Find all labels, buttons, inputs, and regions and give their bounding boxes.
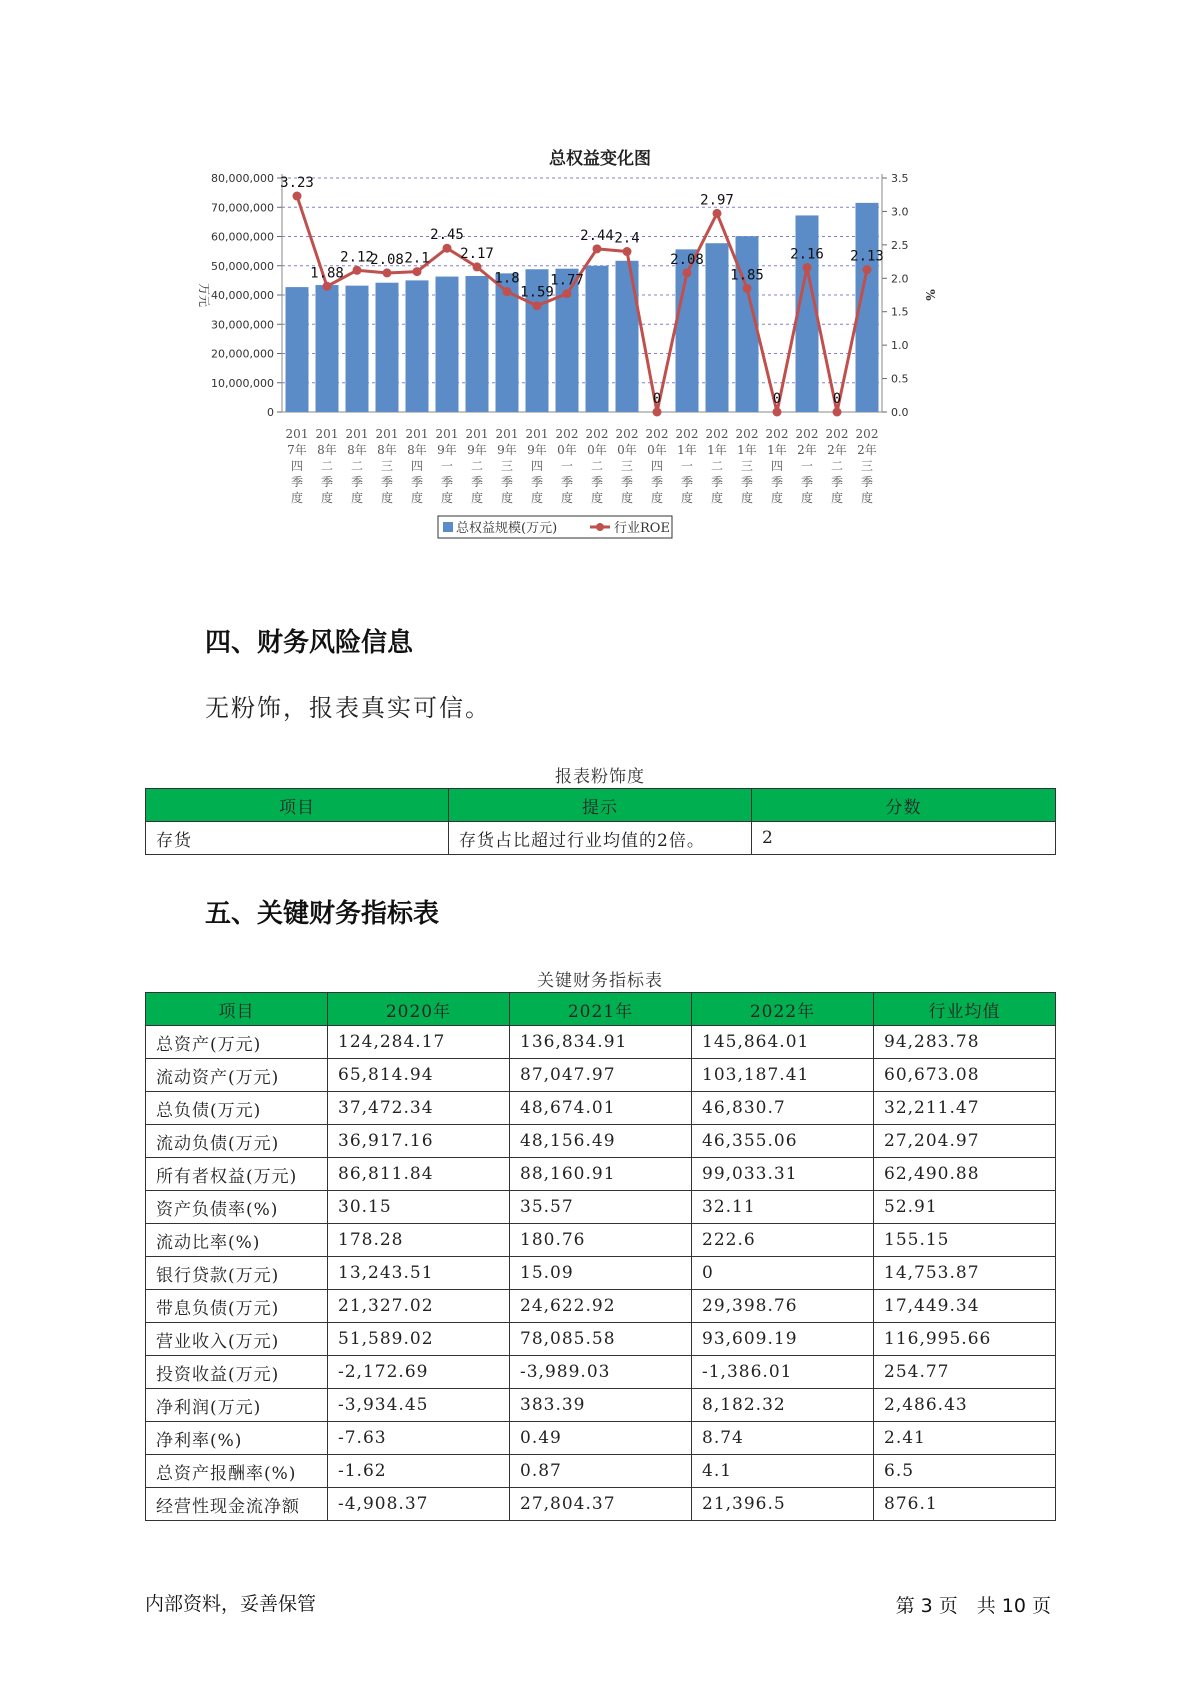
kpi-cell: 35.57 [510, 1191, 692, 1224]
bar [436, 277, 459, 412]
kpi-cell: 52.91 [874, 1191, 1056, 1224]
y2-tick-label: 0.0 [891, 406, 909, 419]
x-tick-label: 201 8年四季度 [405, 427, 429, 505]
kpi-cell: 4.1 [692, 1455, 874, 1488]
kpi-cell: 27,804.37 [510, 1488, 692, 1521]
x-tick-label: 202 0年一季度 [555, 427, 579, 505]
table-row [146, 1290, 1056, 1323]
kpi-cell: 48,156.49 [510, 1125, 692, 1158]
kpi-row-label: 带息负债(万元) [146, 1290, 328, 1323]
roe-point [293, 192, 302, 201]
legend-line-marker [596, 523, 604, 531]
x-tick-label: 202 1年四季度 [765, 427, 789, 505]
risk-cell-hint: 存货占比超过行业均值的2倍。 [449, 822, 752, 855]
x-tick-label: 202 0年三季度 [615, 427, 639, 505]
y-tick-label: 80,000,000 [211, 172, 274, 185]
kpi-cell: 46,830.7 [692, 1092, 874, 1125]
roe-point [683, 268, 692, 277]
risk-header-score: 分数 [752, 789, 1056, 822]
y-tick-label: 70,000,000 [211, 201, 274, 215]
roe-point [743, 284, 752, 293]
table-row [146, 1323, 1056, 1356]
y2-tick-label: 3.5 [891, 172, 909, 185]
table-row [146, 1125, 1056, 1158]
kpi-cell: 2,486.43 [874, 1389, 1056, 1422]
roe-point [473, 262, 482, 271]
roe-data-label: 2.13 [850, 248, 884, 265]
roe-data-label: 0 [772, 391, 782, 407]
roe-data-label: 2.12 [340, 249, 374, 266]
risk-table [145, 788, 1056, 855]
kpi-cell: 48,674.01 [510, 1092, 692, 1125]
roe-point [833, 408, 842, 417]
kpi-cell: 8.74 [692, 1422, 874, 1455]
kpi-row-label: 所有者权益(万元) [146, 1158, 328, 1191]
kpi-cell: 37,472.34 [328, 1092, 510, 1125]
roe-data-label: 0 [652, 391, 662, 407]
roe-point [593, 244, 602, 253]
bar [376, 283, 399, 412]
x-tick-label: 202 2年一季度 [795, 427, 819, 505]
table-row [146, 1059, 1056, 1092]
x-tick-label: 201 8年二季度 [345, 427, 369, 505]
kpi-row-label: 流动比率(%) [146, 1224, 328, 1257]
table-row [146, 1422, 1056, 1455]
y2-tick-label: 2.5 [891, 238, 909, 252]
roe-data-label: 2.17 [460, 245, 494, 262]
kpi-row-label: 流动负债(万元) [146, 1125, 328, 1158]
kpi-row-label: 总资产报酬率(%) [146, 1455, 328, 1488]
kpi-cell: 155.15 [874, 1224, 1056, 1257]
roe-data-label: 2.1 [404, 250, 430, 267]
kpi-row-label: 营业收入(万元) [146, 1323, 328, 1356]
kpi-cell: -1,386.01 [692, 1356, 874, 1389]
y-tick-label: 10,000,000 [211, 376, 274, 390]
table-row [146, 1224, 1056, 1257]
kpi-cell: 24,622.92 [510, 1290, 692, 1323]
kpi-cell: 222.6 [692, 1224, 874, 1257]
x-tick-label: 201 8年二季度 [315, 427, 339, 505]
kpi-cell: 2.41 [874, 1422, 1056, 1455]
x-tick-label: 202 1年三季度 [735, 427, 759, 505]
y2-tick-label: 1.0 [891, 339, 909, 353]
kpi-cell: 51,589.02 [328, 1323, 510, 1356]
y2-tick-label: 0.5 [891, 372, 909, 386]
roe-point [863, 265, 872, 274]
kpi-cell: 93,609.19 [692, 1323, 874, 1356]
risk-header-hint: 提示 [449, 789, 752, 822]
x-tick-label: 202 1年二季度 [705, 427, 729, 505]
roe-data-label: 1.8 [494, 270, 520, 287]
roe-data-label: 2.08 [370, 251, 404, 268]
bar [616, 261, 639, 412]
kpi-row-label: 银行贷款(万元) [146, 1257, 328, 1290]
chart-title: 总权益变化图 [549, 149, 651, 169]
equity-chart-svg [180, 138, 1020, 598]
legend-line-label: 行业ROE [614, 521, 670, 536]
x-tick-label: 202 2年二季度 [825, 427, 849, 505]
footer-confidential: 内部资料，妥善保管 [145, 1593, 317, 1615]
table-row [146, 1158, 1056, 1191]
equity-chart [180, 138, 1020, 598]
x-tick-label: 202 0年四季度 [645, 427, 669, 505]
kpi-table-header-row [146, 993, 1056, 1026]
y-tick-label: 30,000,000 [211, 318, 274, 332]
kpi-cell: 103,187.41 [692, 1059, 874, 1092]
x-tick-label: 201 9年二季度 [465, 427, 489, 505]
roe-data-label: 1.85 [730, 267, 764, 284]
x-tick-label: 202 0年二季度 [585, 427, 609, 505]
bar [586, 266, 609, 412]
x-tick-label: 202 1年一季度 [675, 427, 699, 505]
y2-tick-label: 3.0 [891, 205, 909, 219]
kpi-row-label: 资产负债率(%) [146, 1191, 328, 1224]
roe-data-label: 2.97 [700, 192, 734, 209]
kpi-cell: 27,204.97 [874, 1125, 1056, 1158]
kpi-cell: 32.11 [692, 1191, 874, 1224]
roe-data-label: 2.08 [670, 251, 704, 268]
roe-point [323, 282, 332, 291]
x-tick-label: 201 9年一季度 [435, 427, 459, 505]
kpi-cell: 0.87 [510, 1455, 692, 1488]
roe-data-label: 2.44 [580, 227, 614, 244]
table-row [146, 1257, 1056, 1290]
roe-data-label: 1.59 [520, 284, 554, 301]
bar [796, 215, 819, 412]
kpi-cell: -7.63 [328, 1422, 510, 1455]
roe-point [533, 301, 542, 310]
roe-data-label: 3.23 [280, 175, 314, 192]
y-tick-label: 60,000,000 [211, 230, 274, 244]
y-tick-label: 0 [267, 406, 274, 419]
kpi-cell: 15.09 [510, 1257, 692, 1290]
table-row [146, 1026, 1056, 1059]
x-tick-label: 201 9年三季度 [495, 427, 519, 505]
kpi-cell: -3,934.45 [328, 1389, 510, 1422]
y2-axis-label: % [923, 289, 937, 301]
roe-point [503, 287, 512, 296]
kpi-header-1: 2020年 [328, 993, 510, 1026]
kpi-cell: 136,834.91 [510, 1026, 692, 1059]
y-tick-label: 40,000,000 [211, 289, 274, 302]
kpi-cell: 0 [692, 1257, 874, 1290]
legend-bar-label: 总权益规模(万元) [456, 521, 558, 536]
y2-tick-label: 2.0 [891, 272, 909, 286]
kpi-cell: 99,033.31 [692, 1158, 874, 1191]
kpi-cell: -3,989.03 [510, 1356, 692, 1389]
roe-point [773, 408, 782, 417]
y-axis-label: 万元 [197, 282, 211, 308]
table-row [146, 822, 1056, 855]
roe-data-label: 1.88 [310, 265, 344, 282]
roe-data-label: 0 [832, 391, 842, 407]
bar [316, 285, 339, 412]
risk-cell-score: 2 [752, 822, 1056, 855]
legend-bar-swatch [443, 522, 453, 532]
roe-point [413, 267, 422, 276]
x-tick-label: 202 2年三季度 [855, 427, 879, 505]
kpi-row-label: 净利率(%) [146, 1422, 328, 1455]
kpi-cell: 32,211.47 [874, 1092, 1056, 1125]
kpi-cell: 6.5 [874, 1455, 1056, 1488]
roe-data-label: 2.16 [790, 246, 824, 263]
roe-point [803, 263, 812, 272]
kpi-cell: 60,673.08 [874, 1059, 1056, 1092]
kpi-cell: 86,811.84 [328, 1158, 510, 1191]
kpi-row-label: 投资收益(万元) [146, 1356, 328, 1389]
roe-point [563, 289, 572, 298]
section4-text: 无粉饰，报表真实可信。 [205, 694, 491, 722]
kpi-cell: 17,449.34 [874, 1290, 1056, 1323]
table-row [146, 1092, 1056, 1125]
kpi-cell: 876.1 [874, 1488, 1056, 1521]
y-tick-label: 50,000,000 [211, 259, 274, 273]
kpi-header-3: 2022年 [692, 993, 874, 1026]
table-row [146, 1455, 1056, 1488]
kpi-header-2: 2021年 [510, 993, 692, 1026]
kpi-cell: 180.76 [510, 1224, 692, 1257]
kpi-cell: 62,490.88 [874, 1158, 1056, 1191]
kpi-cell: 116,995.66 [874, 1323, 1056, 1356]
kpi-cell: 124,284.17 [328, 1026, 510, 1059]
roe-data-label: 2.45 [430, 227, 464, 244]
table-row [146, 1356, 1056, 1389]
kpi-row-label: 总资产(万元) [146, 1026, 328, 1059]
kpi-cell: 13,243.51 [328, 1257, 510, 1290]
kpi-header-0: 项目 [146, 993, 328, 1026]
kpi-cell: 30.15 [328, 1191, 510, 1224]
footer-page-number: 第 3 页 共 10 页 [895, 1595, 1051, 1617]
roe-point [623, 247, 632, 256]
roe-point [713, 209, 722, 218]
kpi-table-caption: 关键财务指标表 [537, 971, 663, 991]
kpi-cell: 21,327.02 [328, 1290, 510, 1323]
roe-data-label: 1.77 [550, 272, 584, 289]
kpi-table [145, 992, 1056, 1521]
bar [406, 280, 429, 412]
bar [706, 243, 729, 412]
kpi-row-label: 经营性现金流净额 [146, 1488, 328, 1521]
kpi-cell: -4,908.37 [328, 1488, 510, 1521]
bar [346, 286, 369, 412]
x-tick-label: 201 9年四季度 [525, 427, 549, 505]
kpi-cell: -1.62 [328, 1455, 510, 1488]
kpi-header-4: 行业均值 [874, 993, 1056, 1026]
kpi-cell: 21,396.5 [692, 1488, 874, 1521]
x-tick-label: 201 7年四季度 [285, 427, 309, 505]
kpi-cell: 94,283.78 [874, 1026, 1056, 1059]
kpi-cell: 87,047.97 [510, 1059, 692, 1092]
roe-point [353, 266, 362, 275]
kpi-row-label: 流动资产(万元) [146, 1059, 328, 1092]
section4-heading: 四、财务风险信息 [205, 628, 414, 658]
kpi-cell: 254.77 [874, 1356, 1056, 1389]
x-tick-label: 201 8年三季度 [375, 427, 399, 505]
kpi-cell: 36,917.16 [328, 1125, 510, 1158]
kpi-cell: 383.39 [510, 1389, 692, 1422]
table-row [146, 1389, 1056, 1422]
bar [286, 287, 309, 412]
y-tick-label: 20,000,000 [211, 347, 274, 361]
risk-table-caption: 报表粉饰度 [555, 767, 645, 787]
kpi-cell: 65,814.94 [328, 1059, 510, 1092]
risk-table-header-row [146, 789, 1056, 822]
kpi-row-label: 总负债(万元) [146, 1092, 328, 1125]
y2-tick-label: 1.5 [891, 305, 909, 319]
table-row [146, 1488, 1056, 1521]
kpi-cell: -2,172.69 [328, 1356, 510, 1389]
roe-point [653, 408, 662, 417]
kpi-cell: 14,753.87 [874, 1257, 1056, 1290]
kpi-cell: 145,864.01 [692, 1026, 874, 1059]
roe-point [383, 268, 392, 277]
roe-data-label: 2.4 [614, 230, 640, 247]
kpi-row-label: 净利润(万元) [146, 1389, 328, 1422]
kpi-cell: 178.28 [328, 1224, 510, 1257]
risk-cell-item: 存货 [146, 822, 449, 855]
bar [466, 276, 489, 412]
roe-point [443, 244, 452, 253]
kpi-cell: 88,160.91 [510, 1158, 692, 1191]
kpi-cell: 29,398.76 [692, 1290, 874, 1323]
kpi-cell: 8,182.32 [692, 1389, 874, 1422]
risk-header-item: 项目 [146, 789, 449, 822]
kpi-cell: 46,355.06 [692, 1125, 874, 1158]
section5-heading: 五、关键财务指标表 [205, 899, 440, 929]
kpi-cell: 78,085.58 [510, 1323, 692, 1356]
kpi-cell: 0.49 [510, 1422, 692, 1455]
table-row [146, 1191, 1056, 1224]
